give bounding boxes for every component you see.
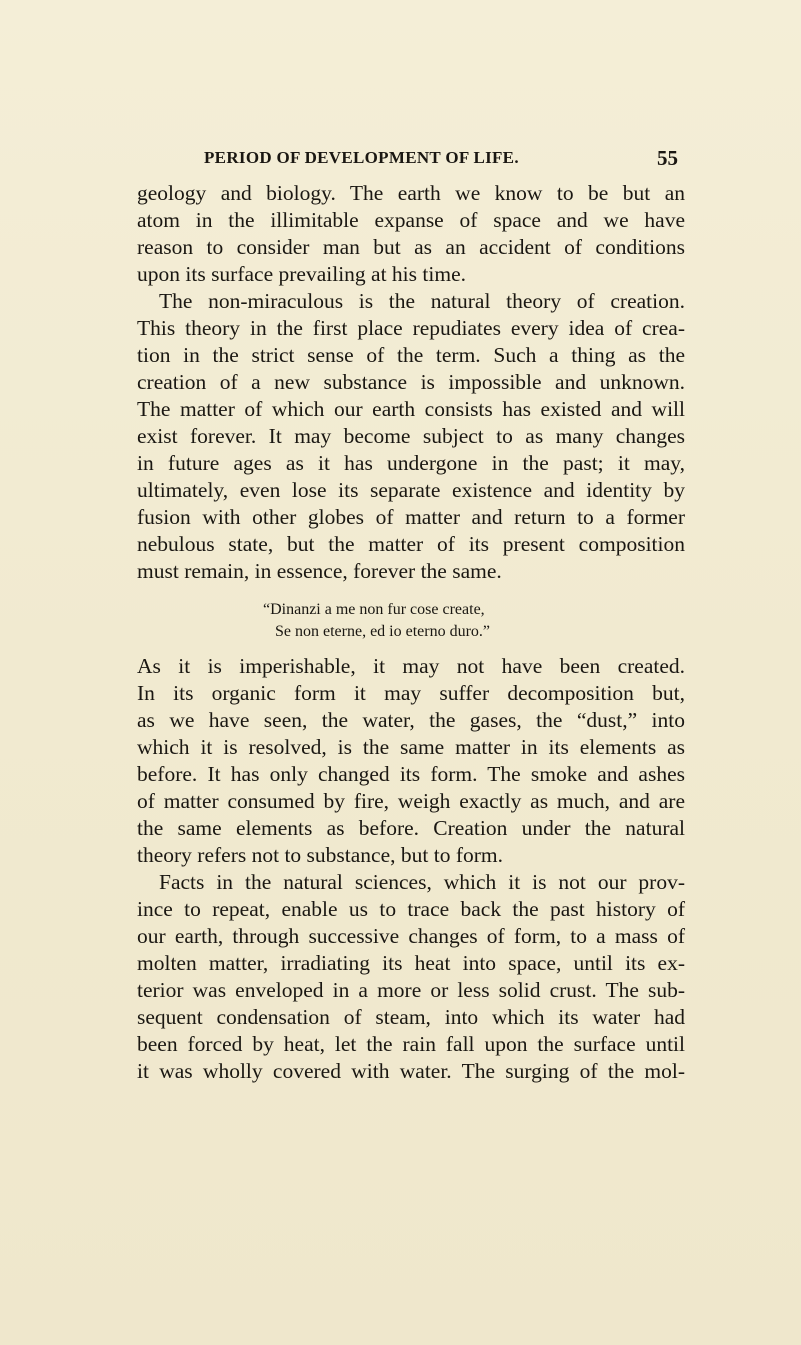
- text-line: of matter consumed by fire, weigh exactly as much, and are: [137, 789, 685, 813]
- text-line: been forced by heat, let the rain fall upon the surface until: [137, 1032, 685, 1056]
- text-line: sequent condensation of steam, into which its water had: [137, 1005, 685, 1029]
- text-line: theory refers not to substance, but to form.: [137, 843, 504, 867]
- text-line: This theory in the first place repudiates every idea of crea-: [137, 316, 685, 340]
- text-line: the same elements as before. Creation under the natural: [137, 816, 685, 840]
- verse-quote: [137, 599, 685, 643]
- text-line: atom in the illimitable expanse of space and we have: [137, 208, 685, 232]
- paragraph-4: [137, 869, 685, 1085]
- text-line: reason to consider man but as an accident of conditions: [137, 235, 685, 259]
- paragraph-3: [137, 653, 685, 869]
- text-line: exist forever. It may become subject to as many changes: [137, 424, 685, 448]
- text-line: upon its surface prevailing at his time.: [137, 262, 466, 286]
- text-line: must remain, in essence, forever the same.: [137, 559, 502, 583]
- text-line: in future ages as it has undergone in the past; it may,: [137, 451, 685, 475]
- text-line: Facts in the natural sciences, which it is not our prov-: [159, 870, 685, 894]
- text-line: ultimately, even lose its separate existence and identity by: [137, 478, 685, 502]
- text-line: nebulous state, but the matter of its present composition: [137, 532, 685, 556]
- text-line: before. It has only changed its form. The smoke and ashes: [137, 762, 685, 786]
- text-line: it was wholly covered with water. The surging of the mol-: [137, 1059, 685, 1083]
- text-line: as we have seen, the water, the gases, the “dust,” into: [137, 708, 685, 732]
- text-line: which it is resolved, is the same matter in its elements as: [137, 735, 685, 759]
- text-line: creation of a new substance is impossible and unknown.: [137, 370, 685, 394]
- text-line: In its organic form it may suffer decomposition but,: [137, 681, 685, 705]
- text-line: fusion with other globes of matter and return to a former: [137, 505, 685, 529]
- text-line: ince to repeat, enable us to trace back the past history of: [137, 897, 685, 921]
- quote-line: Se non eterne, ed io eterno duro.”: [275, 623, 491, 640]
- page-number: 55: [657, 146, 678, 170]
- page-body: [137, 180, 685, 1085]
- running-head: [0, 148, 801, 172]
- text-line: molten matter, irradiating its heat into space, until its ex-: [137, 951, 685, 975]
- quote-line: “Dinanzi a me non fur cose create,: [263, 601, 485, 618]
- text-line: tion in the strict sense of the term. Such a thing as the: [137, 343, 685, 367]
- running-title: PERIOD OF DEVELOPMENT OF LIFE.: [204, 148, 519, 167]
- text-line: our earth, through successive changes of form, to a mass of: [137, 924, 685, 948]
- text-line: The non-miraculous is the natural theory of creation.: [159, 289, 685, 313]
- text-line: As it is imperishable, it may not have been created.: [137, 654, 685, 678]
- text-line: geology and biology. The earth we know to be but an: [137, 181, 685, 205]
- paragraph-1: [137, 180, 685, 288]
- text-line: The matter of which our earth consists has existed and will: [137, 397, 685, 421]
- paragraph-2: [137, 288, 685, 585]
- text-line: terior was enveloped in a more or less solid crust. The sub-: [137, 978, 685, 1002]
